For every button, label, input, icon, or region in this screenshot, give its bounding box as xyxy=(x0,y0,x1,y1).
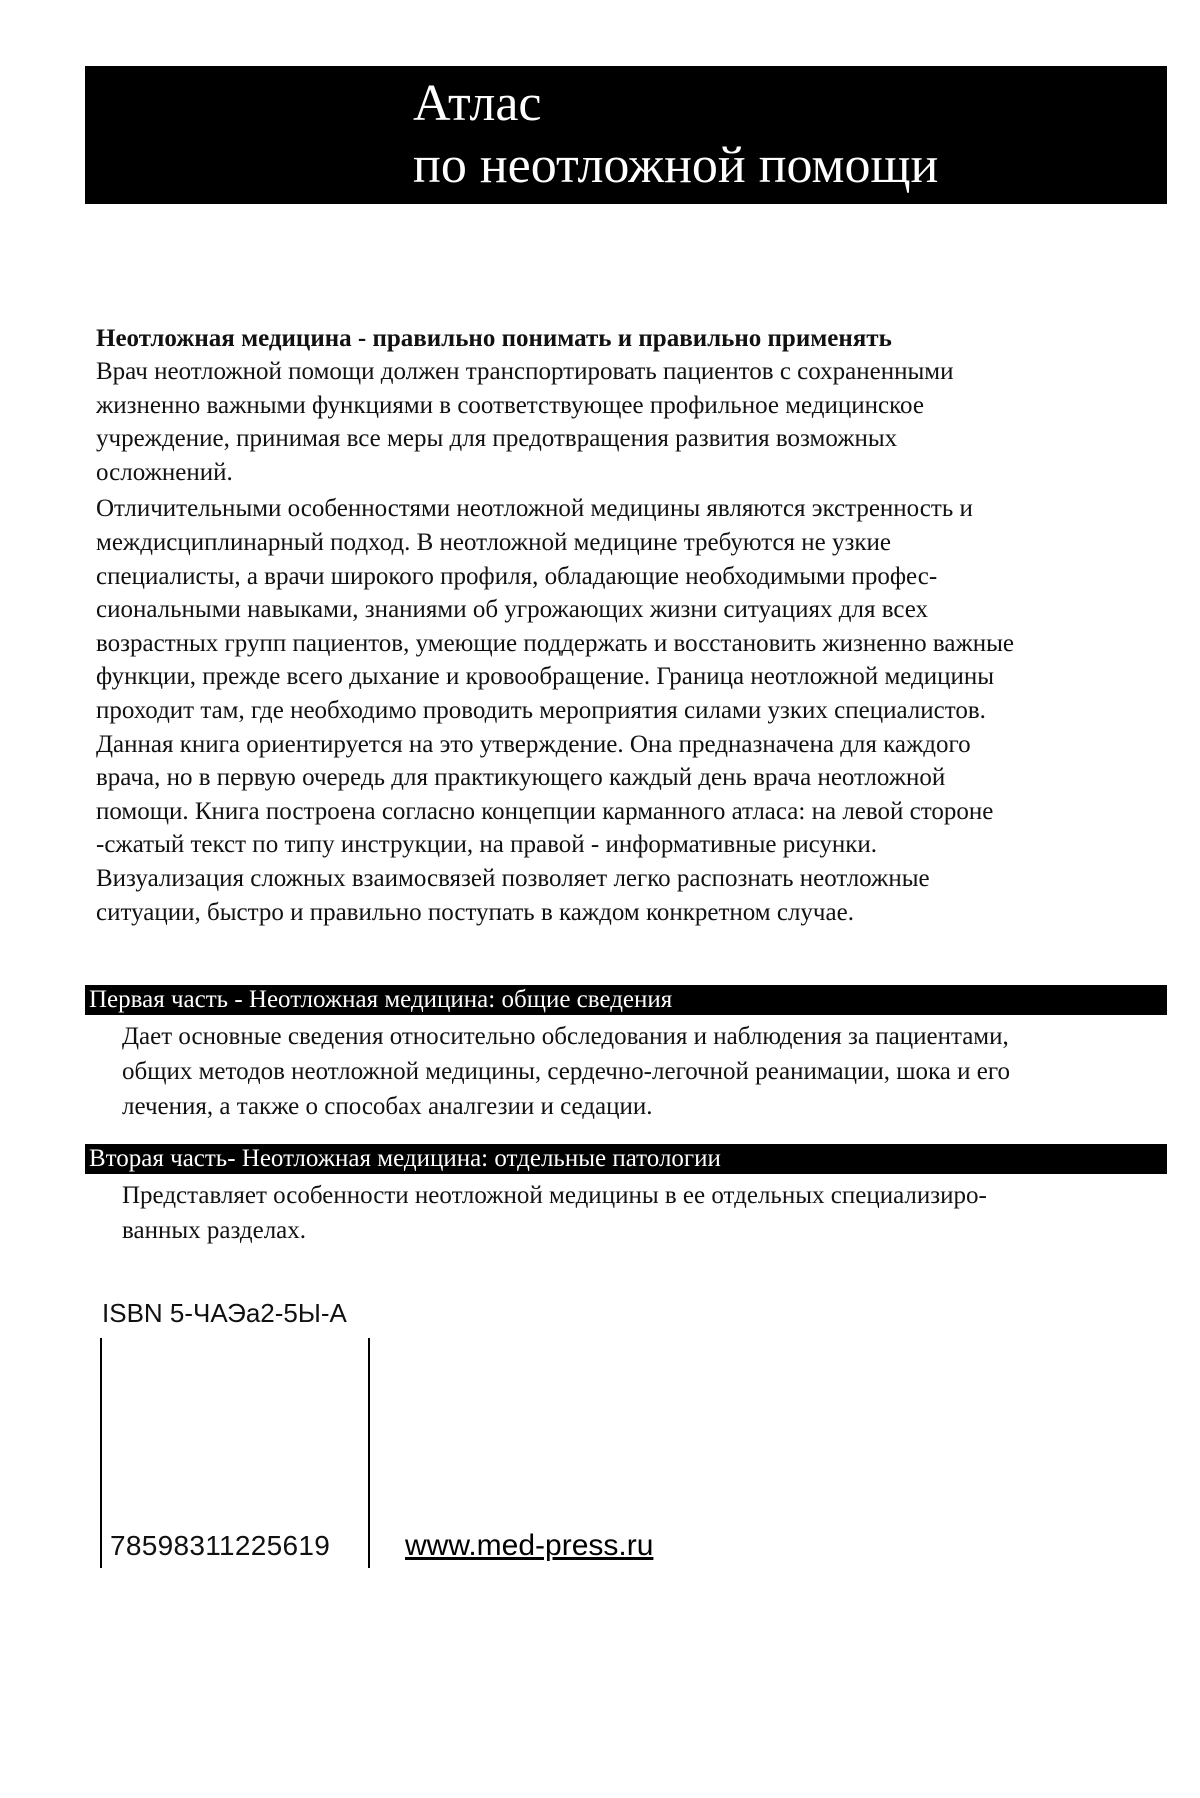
part-1-title-bar: Первая часть - Неотложная медицина: общие сведения xyxy=(85,985,1167,1015)
text-line: проходит там, где необходимо проводить мероприятия силами узких специалистов. xyxy=(96,694,1156,728)
intro-section xyxy=(96,322,1156,929)
title-banner xyxy=(85,66,1167,204)
text-line: лечения, а также о способах аналгезии и седации. xyxy=(122,1089,1162,1124)
text-line: ванных разделах. xyxy=(122,1213,1162,1248)
part-2-title-bar: Вторая часть- Неотложная медицина: отдельные патологии xyxy=(85,1144,1167,1174)
isbn-label: ISBN 5-ЧАЭа2-5Ы-А xyxy=(102,1297,347,1329)
text-line: общих методов неотложной медицины, сердечно-легочной реанимации, шока и его xyxy=(122,1054,1162,1089)
text-line: Представляет особенности неотложной медицины в ее отдельных специализиро- xyxy=(122,1178,1162,1213)
text-line: Врач неотложной помощи должен транспортировать пациентов с сохраненными xyxy=(96,355,1156,389)
text-line: сиональными навыками, знаниями об угрожающих жизни ситуациях для всех xyxy=(96,593,1156,627)
publisher-website-link[interactable]: www.med-press.ru xyxy=(405,1528,653,1564)
text-line: междисциплинарный подход. В неотложной медицине требуются не узкие xyxy=(96,526,1156,560)
text-line: жизненно важными функциями в соответствующее профильное медицинское xyxy=(96,389,1156,423)
book-title-line-1: Атлас xyxy=(413,74,542,134)
text-line: учреждение, принимая все меры для предотвращения развития возможных xyxy=(96,422,1156,456)
barcode-number: 78598311225619 xyxy=(110,1529,330,1563)
text-line: ситуации, быстро и правильно поступать в каждом конкретном случае. xyxy=(96,896,1156,930)
intro-paragraph-1 xyxy=(96,355,1156,489)
text-line: помощи. Книга построена согласно концепции карманного атласа: на левой стороне xyxy=(96,795,1156,829)
text-line: функции, прежде всего дыхание и кровообращение. Граница неотложной медицины xyxy=(96,660,1156,694)
part-2-description xyxy=(122,1178,1162,1248)
text-line: Дает основные сведения относительно обследования и наблюдения за пациентами, xyxy=(122,1019,1162,1054)
text-line: -сжатый текст по типу инструкции, на правой - информативные рисунки. xyxy=(96,828,1156,862)
text-line: Данная книга ориентируется на это утверждение. Она предназначена для каждого xyxy=(96,728,1156,762)
text-line: осложнений. xyxy=(96,456,1156,490)
part-1-description xyxy=(122,1019,1162,1124)
text-line: возрастных групп пациентов, умеющие поддержать и восстановить жизненно важные xyxy=(96,627,1156,661)
intro-heading: Неотложная медицина - правильно понимать и правильно применять xyxy=(96,322,1156,355)
book-title-line-2: по неотложной помощи xyxy=(413,136,938,196)
text-line: Отличительными особенностями неотложной медицины являются экстренность и xyxy=(96,492,1156,526)
intro-paragraph-2 xyxy=(96,492,1156,929)
text-line: врача, но в первую очередь для практикующего каждый день врача неотложной xyxy=(96,761,1156,795)
text-line: специалисты, а врачи широкого профиля, обладающие необходимыми профес- xyxy=(96,560,1156,594)
text-line: Визуализация сложных взаимосвязей позволяет легко распознать неотложные xyxy=(96,862,1156,896)
